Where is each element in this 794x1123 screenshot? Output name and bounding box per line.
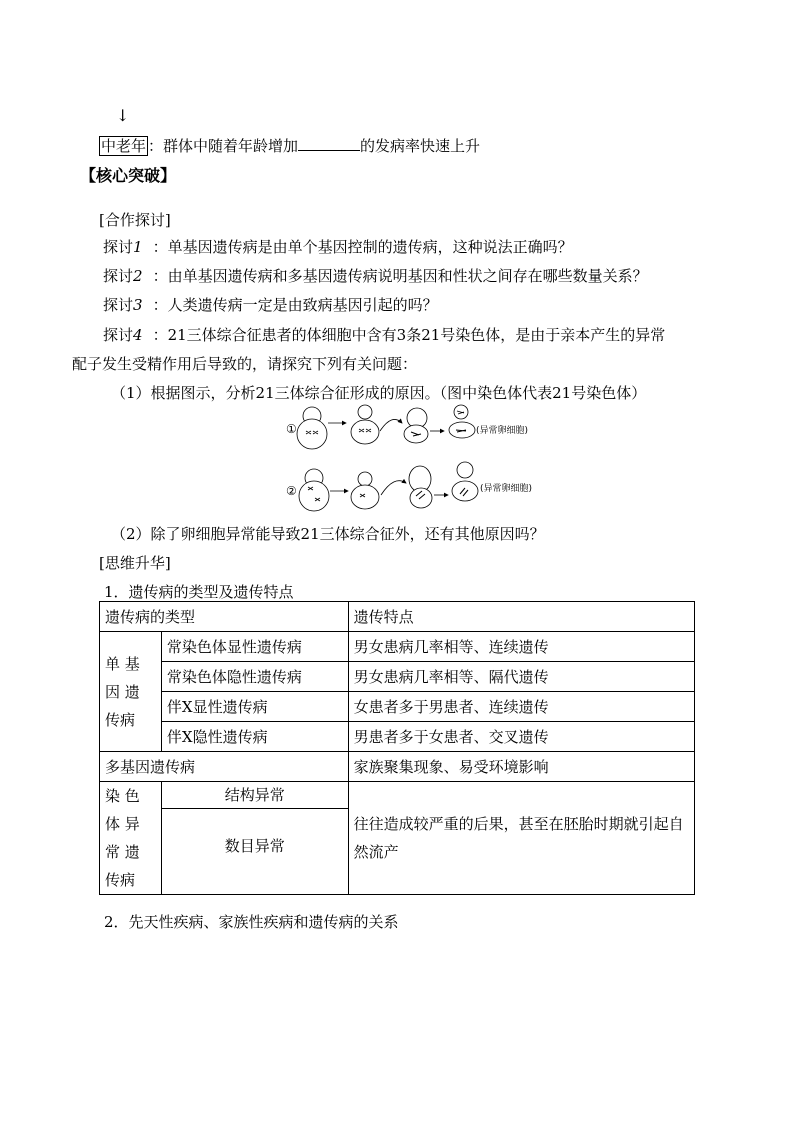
nondisjunction-figure — [282, 403, 562, 515]
chromosome-group-cell — [100, 782, 162, 895]
discussion-prefix: 探讨 — [103, 326, 134, 344]
chromosome-trait: 往往造成较严重的后果，甚至在胚胎时期就引起自然流产 — [348, 782, 694, 895]
group-line: 单 基 — [105, 654, 140, 673]
row1-marker: ① — [286, 422, 297, 436]
table-row — [100, 692, 695, 722]
age-line-text-2: 的发病率快速上升 — [360, 137, 481, 155]
fill-in-blank — [298, 136, 360, 151]
discussion-4-line2: 配子发生受精作用后导致的，请探究下列有关问题： — [72, 355, 418, 373]
table-cell-trait: 男女患病几率相等、隔代遗传 — [348, 662, 694, 692]
discussion-prefix: 探讨 — [103, 238, 134, 256]
discussion-2 — [103, 265, 648, 286]
cooperation-label: [合作探讨] — [99, 211, 171, 229]
number-abnormal: 数目异常 — [224, 837, 285, 855]
discussion-text: ：21三体综合征患者的体细胞中含有3条21号染色体，是由于亲本产生的异常 — [152, 326, 666, 344]
chromosome-subtypes-cell — [161, 782, 348, 895]
table-cell-type: 常染色体显性遗传病 — [161, 632, 348, 662]
table-cell-type: 常染色体隐性遗传病 — [161, 662, 348, 692]
boxed-label-middle-aged: 中老年 — [101, 137, 147, 155]
summary-label: [思维升华] — [99, 554, 171, 572]
row2-oocyte-2 — [351, 472, 379, 509]
group-line: 传病 — [105, 710, 136, 729]
discussion-text: ：人类遗传病一定是由致病基因引起的吗？ — [152, 296, 438, 314]
table-row — [100, 662, 695, 692]
discussion-1 — [103, 236, 573, 257]
row2-oocyte-1 — [299, 469, 329, 511]
table-cell-type: 伴X隐性遗传病 — [161, 722, 348, 752]
row1-abnormal-egg-label: (异常卵细胞) — [476, 426, 529, 436]
question-2: （2）除了卵细胞异常能导致21三体综合征外，还有其他原因吗？ — [111, 525, 545, 543]
row2-abnormal-egg — [452, 462, 478, 501]
table-row — [100, 782, 695, 895]
table-header-type: 遗传病的类型 — [100, 602, 349, 632]
table-cell-type: 伴X显性遗传病 — [161, 692, 348, 722]
row1-oocyte-1 — [297, 407, 327, 449]
summary-title-1: 1．遗传病的类型及遗传特点 — [104, 583, 294, 601]
discussion-number: 1 — [133, 238, 143, 256]
discussion-number: 3 — [133, 296, 143, 314]
group-line: 常 遗 — [105, 843, 140, 861]
row1-oocyte-2 — [351, 405, 379, 444]
discussion-prefix: 探讨 — [103, 296, 134, 314]
table-row — [100, 632, 695, 662]
genetic-disease-table — [99, 601, 695, 895]
discussion-text: ：单基因遗传病是由单个基因控制的遗传病，这种说法正确吗？ — [152, 238, 573, 256]
row2-marker: ② — [286, 484, 297, 498]
discussion-number: 2 — [133, 267, 143, 285]
group-line: 因 遗 — [105, 682, 140, 701]
table-cell-trait: 女患者多于男患者、连续遗传 — [348, 692, 694, 722]
row2-abnormal-egg-label: (异常卵细胞) — [480, 484, 533, 494]
row1-abnormal-egg — [449, 405, 475, 438]
group-line: 传病 — [105, 871, 136, 889]
table-cell-trait: 男女患病几率相等、连续遗传 — [348, 632, 694, 662]
group-line: 染 色 — [105, 787, 140, 805]
discussion-4 — [103, 324, 665, 345]
row1-oocyte-3 — [404, 408, 428, 443]
arrow — [381, 481, 406, 495]
table-cell-trait: 男患者多于女患者、交叉遗传 — [348, 722, 694, 752]
down-arrow: ↓ — [116, 106, 130, 125]
discussion-3 — [103, 294, 438, 315]
discussion-text: ：由单基因遗传病和多基因遗传病说明基因和性状之间存在哪些数量关系？ — [152, 267, 648, 285]
multi-gene-trait: 家族聚集现象、易受环境影响 — [348, 752, 694, 782]
row2-oocyte-3 — [409, 466, 432, 508]
table-header-trait: 遗传特点 — [348, 602, 694, 632]
table-row — [100, 722, 695, 752]
table-row — [100, 752, 695, 782]
question-1: （1）根据图示，分析21三体综合征形成的原因。（图中染色体代表21号染色体） — [111, 384, 647, 402]
summary-title-2: 2．先天性疾病、家族性疾病和遗传病的关系 — [104, 913, 399, 931]
group-line: 体 异 — [105, 815, 140, 833]
section-heading: 【核心突破】 — [80, 166, 177, 185]
structure-abnormal: 结构异常 — [162, 782, 348, 809]
multi-gene-type: 多基因遗传病 — [100, 752, 349, 782]
age-line — [99, 135, 480, 156]
discussion-prefix: 探讨 — [103, 267, 134, 285]
table-row — [100, 602, 695, 632]
arrow — [380, 419, 402, 431]
discussion-number: 4 — [133, 326, 143, 344]
single-gene-group-cell — [100, 632, 162, 752]
age-line-text-1: ：群体中随着年龄增加 — [148, 137, 299, 155]
